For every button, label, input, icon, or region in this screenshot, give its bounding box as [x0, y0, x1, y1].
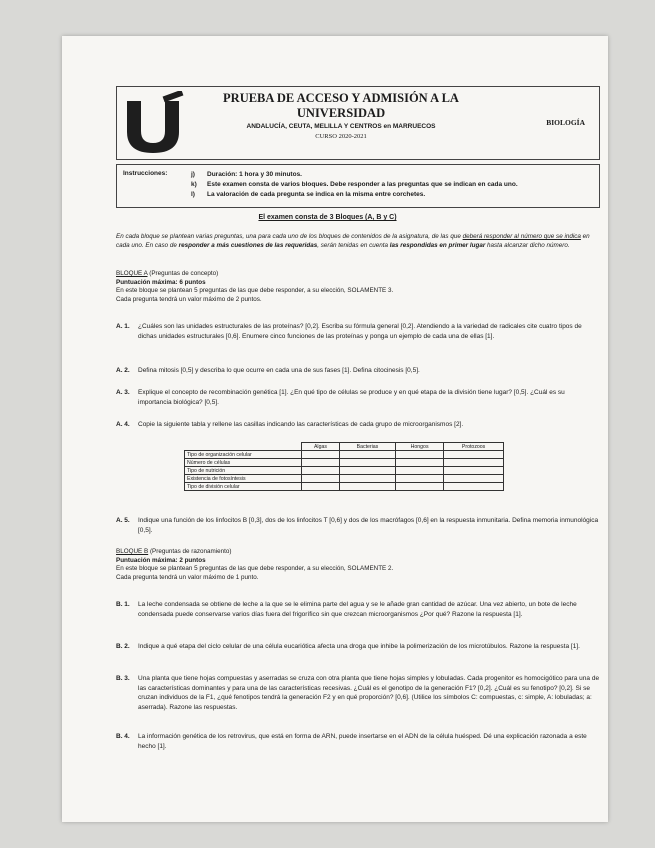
- exam-title-line2: UNIVERSIDAD: [296, 106, 386, 120]
- question-text: Una planta que tiene hojas compuestas y aserradas se cruza con otra planta que tiene hojas simples y lobuladas. Cada progenitor es homocigótico para una de las características dominantes y para una de las características recesivas. ¿Cuál es el genotipo de la generación F1? [0,2]. ¿Cuál es su fenotipo? [0,2]. Si se cruzan individuos de la F1, ¿qué fenotipos tendrá la generación F2 y en qué proporción? [0,6]. (Utilice los símbolos C: compuestas, c: simple, A: lobuladas; a: aserrada). Razone las respuestas.: [138, 675, 600, 711]
- question-text: Copie la siguiente tabla y rellene las casillas indicando las características de cada grupo de microorganismos [2].: [138, 421, 464, 428]
- table-cell: [395, 467, 443, 475]
- table-row: [185, 451, 504, 459]
- instruction-item: [191, 190, 518, 200]
- question-text: Explique el concepto de recombinación genética [1]. ¿En qué tipo de células se produce y en qué etapa de la división tiene lugar? [0,5]. ¿Cuál es su importancia biológica? [0,5].: [138, 389, 565, 406]
- table-column-header: Protozoos: [444, 443, 504, 451]
- instruction-item: [191, 170, 518, 180]
- instructions-label: Instrucciones:: [123, 170, 168, 177]
- block-a-subtitle: (Preguntas de concepto): [147, 270, 219, 277]
- question-b3: [116, 674, 600, 712]
- question-id: A. 3.: [116, 389, 130, 396]
- question-id: A. 1.: [116, 323, 130, 330]
- table-cell: [302, 483, 340, 491]
- block-a-title: [116, 270, 596, 279]
- exam-region: ANDALUCÍA, CEUTA, MELILLA Y CENTROS en MARRUECOS: [246, 123, 436, 130]
- question-a5: [116, 516, 600, 535]
- intro-part2: deberá responder al número que se indica: [462, 233, 581, 240]
- instruction-letter: l): [191, 191, 195, 198]
- question-id: A. 2.: [116, 367, 130, 374]
- table-cell: [444, 467, 504, 475]
- table-row: [185, 467, 504, 475]
- intro-part5: , serán tenidas en cuenta: [317, 242, 390, 249]
- block-b-header: [116, 548, 596, 582]
- exam-intro: [116, 232, 596, 250]
- intro-part1: En cada bloque se plantean varias preguntas, una para cada uno de los bloques de contenidos de la asignatura, de las que: [116, 233, 463, 240]
- table-cell: [395, 483, 443, 491]
- table-column-header: Bacterias: [339, 443, 395, 451]
- table-cell: [395, 475, 443, 483]
- block-b-name: BLOQUE B: [116, 548, 149, 555]
- question-text: La información genética de los retrovirus, que está en forma de ARN, puede insertarse en el ADN de la célula huésped. Dé una explicación razonada a este hecho [1].: [138, 733, 587, 750]
- block-b-points: Puntuación máxima: 2 puntos: [116, 556, 206, 564]
- instruction-letter: k): [191, 181, 197, 188]
- table-corner: [185, 443, 302, 451]
- block-a-points: Puntuación máxima: 6 puntos: [116, 278, 206, 286]
- table-cell: [302, 467, 340, 475]
- table-cell: [444, 459, 504, 467]
- table-header-row: [185, 443, 504, 451]
- exam-title-line1: PRUEBA DE ACCESO Y ADMISIÓN A LA: [223, 91, 459, 105]
- table-cell: [339, 467, 395, 475]
- table-cell: [302, 451, 340, 459]
- table-cell: [339, 451, 395, 459]
- question-text: Defina mitosis [0,5] y describa lo que ocurre en cada una de sus fases [1]. Defina citocinesis [0,5].: [138, 367, 420, 374]
- exam-header: [116, 86, 600, 160]
- question-id: B. 3.: [116, 675, 130, 682]
- instructions-box: [116, 164, 600, 208]
- table-row: [185, 483, 504, 491]
- block-a-header: [116, 270, 596, 304]
- question-id: A. 4.: [116, 421, 130, 428]
- intro-part4: responder a más cuestiones de las requeridas: [178, 242, 318, 249]
- intro-part7: hasta alcanzar dicho número.: [485, 242, 570, 249]
- question-b1: [116, 600, 600, 619]
- question-a4: [116, 420, 600, 430]
- question-a1: [116, 322, 600, 341]
- table-cell: [339, 483, 395, 491]
- question-text: Indique a qué etapa del ciclo celular de una célula eucariótica afecta una droga que inhibe la polimerización de los microtúbulos. Razone la respuesta [1].: [138, 643, 580, 650]
- instruction-item: [191, 180, 518, 190]
- question-b4: [116, 732, 600, 751]
- table-cell: [339, 475, 395, 483]
- instruction-text: Este examen consta de varios bloques. Debe responder a las preguntas que se indican en cada uno.: [207, 181, 518, 188]
- table-row-label: Número de células: [185, 459, 302, 467]
- table-row: [185, 459, 504, 467]
- question-id: A. 5.: [116, 517, 130, 524]
- university-logo-icon: [123, 91, 185, 155]
- question-text: La leche condensada se obtiene de leche a la que se le elimina parte del agua y se le añade gran cantidad de azúcar. Una vez abierto, un bote de leche condensada puede conservarse varios días fuera del frigorífico sin que crezcan microorganismos ¿Por qué? Razone la respuesta [1].: [138, 601, 577, 618]
- instruction-text: La valoración de cada pregunta se indica en la misma entre corchetes.: [207, 191, 426, 198]
- block-a-line1: En este bloque se plantean 5 preguntas de las que debe responder, a su elección, SOLAMENTE 3.: [116, 287, 394, 294]
- instruction-text: Duración: 1 hora y 30 minutos.: [207, 171, 302, 178]
- question-b2: [116, 642, 600, 652]
- table-row-label: Existencia de fotosíntesis: [185, 475, 302, 483]
- intro-part6: las respondidas en primer lugar: [389, 242, 486, 249]
- table-cell: [302, 475, 340, 483]
- table-cell: [339, 459, 395, 467]
- exam-course: CURSO 2020-2021: [315, 133, 367, 140]
- block-b-subtitle: (Preguntas de razonamiento): [148, 548, 232, 555]
- question-id: B. 1.: [116, 601, 130, 608]
- table-cell: [444, 475, 504, 483]
- table-column-header: Hongos: [395, 443, 443, 451]
- table-cell: [302, 459, 340, 467]
- table-cell: [395, 459, 443, 467]
- table-row: [185, 475, 504, 483]
- block-b-line2: Cada pregunta tendrá un valor máximo de 1 punto.: [116, 573, 259, 581]
- exam-heading: El examen consta de 3 Bloques (A, B y C): [258, 214, 397, 221]
- table-row-label: Tipo de división celular: [185, 483, 302, 491]
- table-cell: [444, 483, 504, 491]
- table-column-header: Algas: [302, 443, 340, 451]
- exam-subject: BIOLOGÍA: [546, 118, 585, 127]
- question-text: ¿Cuáles son las unidades estructurales de las proteínas? [0,2]. Escriba su fórmula general [0,2]. Atendiendo a la variedad de radicales cite cuatro tipos de dichas unidades estructurales [0,6]. Enumere cinco funciones de las proteínas y ponga un ejemplo de cada una de ellas [1].: [138, 323, 582, 340]
- instruction-letter: j): [191, 171, 195, 178]
- question-a2: [116, 366, 600, 376]
- intro-part3: en cada uno. En caso de: [116, 233, 590, 249]
- question-id: B. 2.: [116, 643, 130, 650]
- table-row-label: Tipo de nutrición: [185, 467, 302, 475]
- block-a-name: BLOQUE A: [116, 270, 148, 277]
- table-cell: [395, 451, 443, 459]
- block-a-line2: Cada pregunta tendrá un valor máximo de 2 puntos.: [116, 295, 262, 303]
- microorganisms-table: [184, 442, 504, 491]
- block-b-line1: En este bloque se plantean 5 preguntas de las que debe responder, a su elección, SOLAMENTE 2.: [116, 565, 394, 572]
- table-row-label: Tipo de organización celular: [185, 451, 302, 459]
- block-b-title: [116, 548, 596, 557]
- table-cell: [444, 451, 504, 459]
- question-a3: [116, 388, 600, 407]
- instructions-list: [191, 170, 518, 200]
- title-block: [201, 91, 481, 140]
- question-text: Indique una función de los linfocitos B [0,3], dos de los linfocitos T [0,6] y dos de los macrófagos [0,6] en la respuesta inmunitaria. Defina memoria inmunológica [0,5].: [138, 517, 599, 534]
- question-id: B. 4.: [116, 733, 130, 740]
